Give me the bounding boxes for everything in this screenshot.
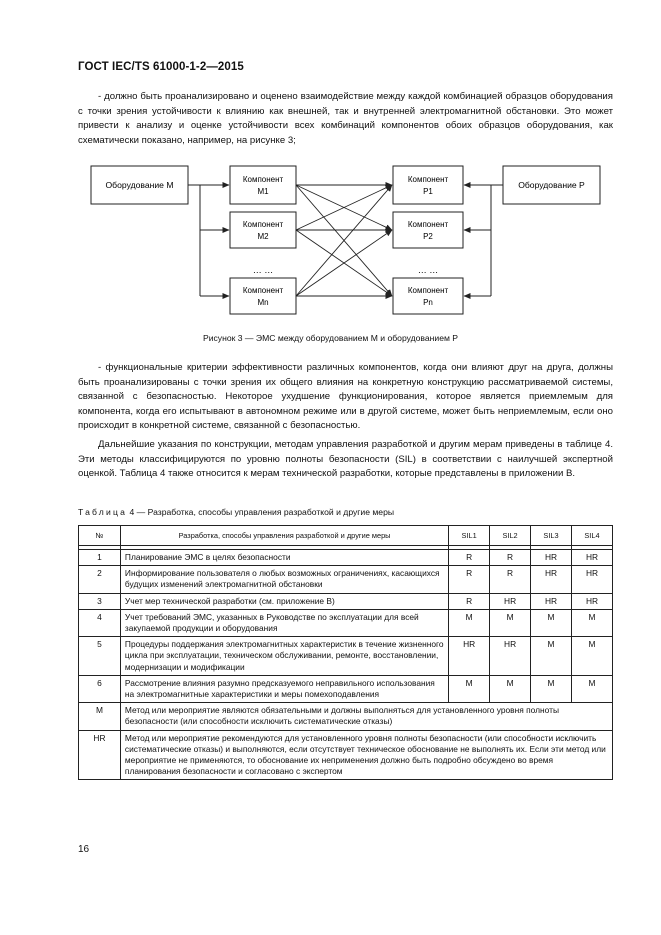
paragraph-1-text: - должно быть проанализировано и оценено взаимодействие между каждой комбинацией образцов оборудования с точки зрения устойчивости к влиянию как внешней, так и внутренней электромагнитной обстановки. Это может привести к анализу и оценке устойчивости всех комбинаций компонентов обоих образцов оборудования, как схематически показано, например, на рисунке 3;: [78, 91, 613, 146]
row-sil1: R: [449, 550, 490, 566]
row-sil4: M: [571, 609, 612, 636]
component-m2-id: M2: [257, 232, 269, 241]
row-sil1: M: [449, 675, 490, 702]
table-4-caption: [78, 507, 394, 517]
component-pn-word: Компонент: [407, 286, 449, 295]
note-text: Метод или мероприятие являются обязательными и должны выполняться для установленного уровня полноты безопасности (или способности исключить систематические отказы): [120, 703, 612, 730]
component-mn-word: Компонент: [242, 286, 284, 295]
component-p2-id: P2: [423, 232, 433, 241]
table-caption-prefix: Таблица: [78, 507, 128, 517]
row-number: 4: [79, 609, 121, 636]
row-sil2: HR: [490, 637, 531, 676]
component-m1-box: [230, 166, 296, 204]
row-sil3: HR: [531, 593, 572, 609]
component-mn-id: Mn: [257, 298, 269, 307]
row-text: Учет мер технической разработки (см. приложение B): [120, 593, 448, 609]
row-sil4: HR: [571, 566, 612, 593]
header-sil1: SIL1: [449, 526, 490, 546]
table-note-row-hr: [79, 730, 613, 780]
paragraph-2-text: - функциональные критерии эффективности различных компонентов, когда они влияют друг на друга, должны быть проанализированы с точки зрения их общего влияния на конкретную конструкцию рассматриваемой системы, связанной с безопасностью. Некоторое ухудшение функционирования, которое является приемлемым для компонента, когда его испытывают в автономном режиме или в другой системе, может быть неприемлемым, если оно происходит в конкретной системе, связанной с безопасностью.: [78, 362, 613, 432]
table-4: [78, 525, 613, 780]
row-number: 2: [79, 566, 121, 593]
table-row: [79, 566, 613, 593]
row-number: 5: [79, 637, 121, 676]
component-m1-word: Компонент: [242, 175, 284, 184]
equipment-p-connectors: [464, 185, 503, 296]
note-key: HR: [79, 730, 121, 780]
table-caption-rest: 4 — Разработка, способы управления разработкой и другие меры: [129, 507, 395, 517]
figure-3-diagram: [0, 0, 661, 340]
row-sil3: M: [531, 637, 572, 676]
row-text: Учет требований ЭМС, указанных в Руководстве по эксплуатации для всей закупаемой продукции и оборудования: [120, 609, 448, 636]
row-sil3: M: [531, 675, 572, 702]
equipment-m-label: Оборудование M: [105, 180, 174, 190]
row-number: 6: [79, 675, 121, 702]
p-ellipsis: … …: [417, 265, 439, 275]
header-measure: Разработка, способы управления разработкой и другие меры: [120, 526, 448, 546]
row-sil4: HR: [571, 593, 612, 609]
table-row: [79, 675, 613, 702]
equipment-m-connectors: [188, 185, 229, 296]
table-row: [79, 550, 613, 566]
standard-header: ГОСТ IEC/TS 61000-1-2—2015: [78, 61, 244, 73]
paragraph-3-text: Дальнейшие указания по конструкции, методам управления разработкой и другим мерам приведены в таблице 4. Эти методы классифицируются по уровню полноты безопасности (SIL) в соответствии с наилучшей экспертной оценкой. Таблица 4 также относится к мерам технической разработки, которые представлены в приложении B.: [78, 439, 613, 480]
component-p1-word: Компонент: [407, 175, 449, 184]
table-row: [79, 593, 613, 609]
row-text: Рассмотрение влияния разумно предсказуемого неправильного использования на электромагнитные характеристики и меры помехоподавления: [120, 675, 448, 702]
note-text: Метод или мероприятие рекомендуются для установленного уровня полноты безопасности (или способности исключить систематические отказы) и выполняются, если отсутствует техническое обоснование не выполнять их. Если эти метод или мероприятие не применяются, то обоснование их неприменения должно быть подробно обсуждено во время планирования безопасности и согласовано с экспертом: [120, 730, 612, 780]
table-header-row: [79, 526, 613, 546]
row-sil4: HR: [571, 550, 612, 566]
table-note-row-m: [79, 703, 613, 730]
figure-3-caption: Рисунок 3 — ЭМС между оборудованием M и оборудованием P: [202, 333, 459, 343]
table-row: [79, 637, 613, 676]
component-p1-box: [393, 166, 463, 204]
header-sil2: SIL2: [490, 526, 531, 546]
m-ellipsis: … …: [252, 265, 274, 275]
paragraph-2: [78, 361, 613, 434]
row-sil4: M: [571, 675, 612, 702]
component-m2-word: Компонент: [242, 220, 284, 229]
row-sil2: HR: [490, 593, 531, 609]
row-sil1: R: [449, 593, 490, 609]
component-pn-box: [393, 278, 463, 314]
equipment-p-label: Оборудование P: [518, 180, 585, 190]
component-mn-box: [230, 278, 296, 314]
row-sil4: M: [571, 637, 612, 676]
row-text: Планирование ЭМС в целях безопасности: [120, 550, 448, 566]
row-sil2: M: [490, 675, 531, 702]
component-p2-word: Компонент: [407, 220, 449, 229]
component-pn-id: Pn: [423, 298, 433, 307]
row-number: 3: [79, 593, 121, 609]
paragraph-3: [78, 438, 613, 482]
row-sil3: HR: [531, 550, 572, 566]
row-sil1: HR: [449, 637, 490, 676]
row-sil2: M: [490, 609, 531, 636]
page-number: 16: [78, 844, 90, 855]
table-row: [79, 609, 613, 636]
row-sil3: HR: [531, 566, 572, 593]
header-sil4: SIL4: [571, 526, 612, 546]
header-no: №: [79, 526, 121, 546]
component-m2-box: [230, 212, 296, 248]
row-sil1: R: [449, 566, 490, 593]
component-m1-id: M1: [257, 187, 269, 196]
row-sil2: R: [490, 550, 531, 566]
row-text: Процедуры поддержания электромагнитных характеристик в течение жизненного цикла при эксплуатации, техническом обслуживании, ремонте, восстановлении, модернизации и модификации: [120, 637, 448, 676]
note-key: M: [79, 703, 121, 730]
row-number: 1: [79, 550, 121, 566]
row-sil2: R: [490, 566, 531, 593]
component-p2-box: [393, 212, 463, 248]
row-sil1: M: [449, 609, 490, 636]
component-p1-id: P1: [423, 187, 433, 196]
row-sil3: M: [531, 609, 572, 636]
row-text: Информирование пользователя о любых возможных ограничениях, касающихся будущих изменений электромагнитной обстановки: [120, 566, 448, 593]
cross-connections: [296, 185, 392, 296]
header-sil3: SIL3: [531, 526, 572, 546]
